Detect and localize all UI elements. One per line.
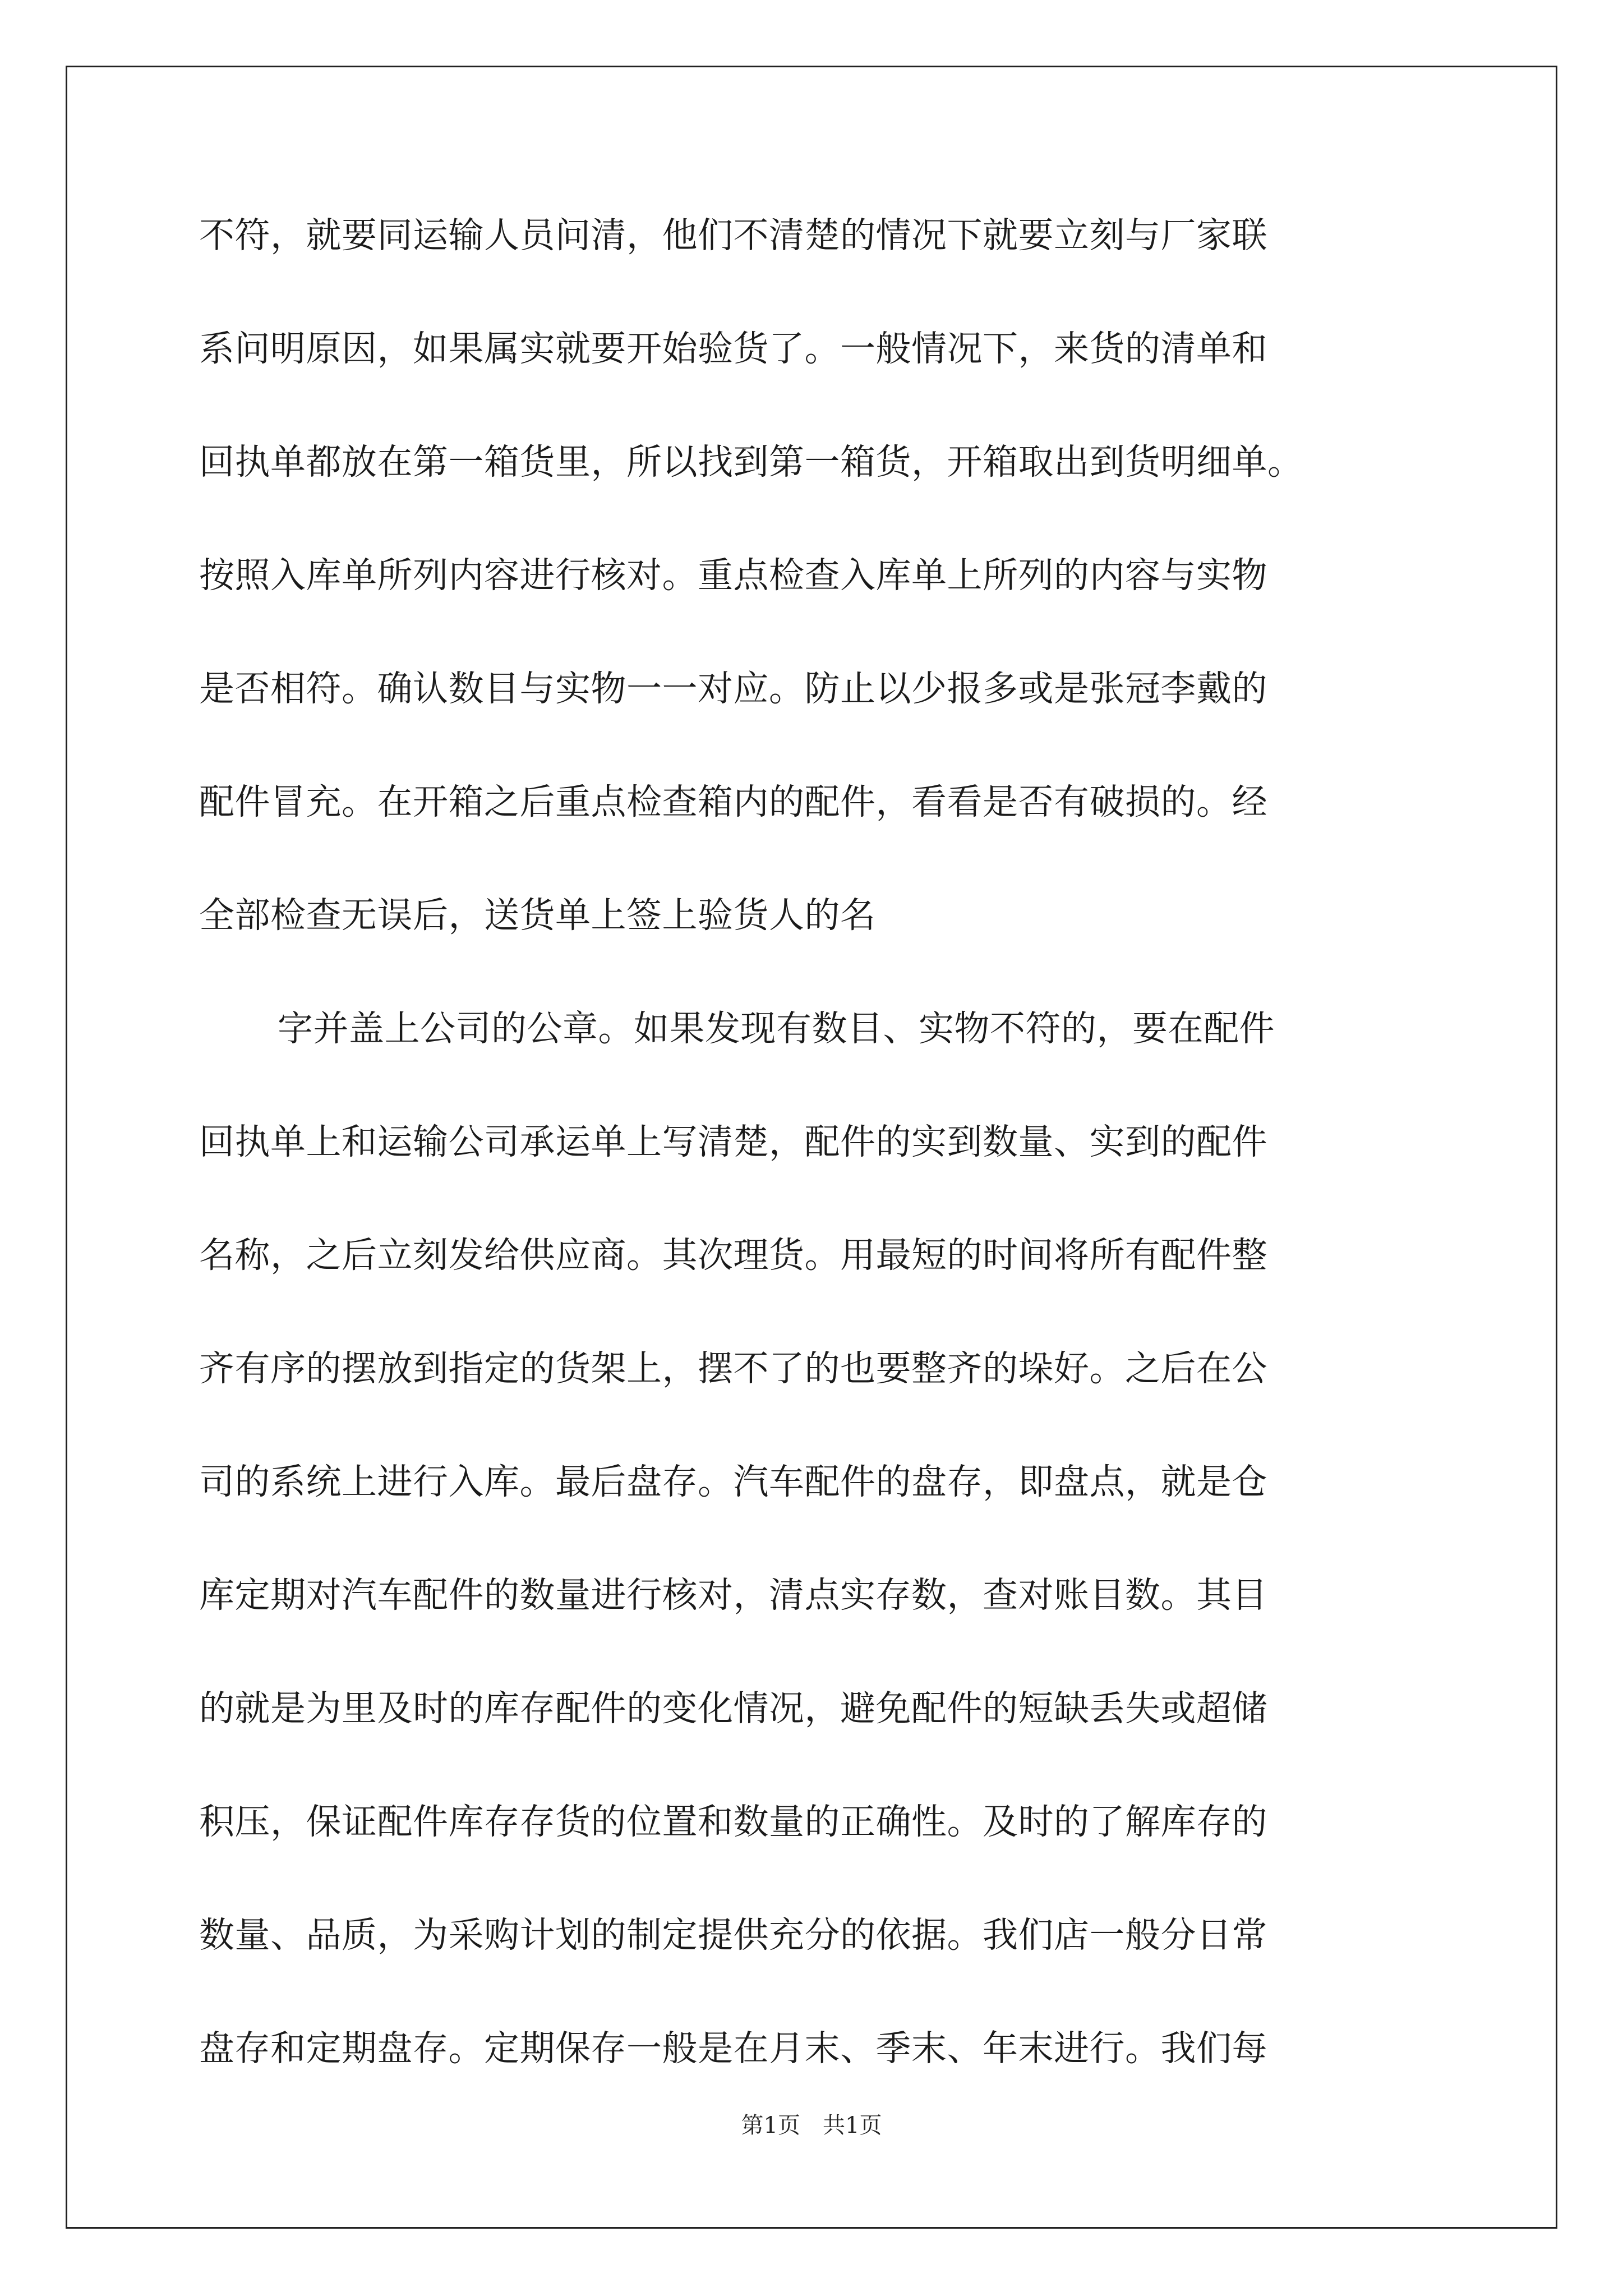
- text-line: 的就是为里及时的库存配件的变化情况，避免配件的短缺丢失或超储: [199, 1688, 1267, 1729]
- text-line: 回执单上和运输公司承运单上写清楚，配件的实到数量、实到的配件: [199, 1121, 1267, 1162]
- text-line: 配件冒充。在开箱之后重点检查箱内的配件，看看是否有破损的。经: [199, 781, 1267, 822]
- document-body: [199, 216, 1472, 2142]
- page-total: 共1页: [823, 2113, 882, 2138]
- text-line: 名称，之后立刻发给供应商。其次理货。用最短的时间将所有配件整: [199, 1235, 1267, 1276]
- text-line: 司的系统上进行入库。最后盘存。汽车配件的盘存，即盘点，就是仓: [199, 1461, 1267, 1502]
- page-number: 第1页: [741, 2113, 800, 2138]
- page-footer: [0, 2111, 1623, 2139]
- text-line: 不符，就要同运输人员问清，他们不清楚的情况下就要立刻与厂家联: [199, 215, 1267, 256]
- text-line: 积压，保证配件库存存货的位置和数量的正确性。及时的了解库存的: [199, 1801, 1267, 1842]
- text-line: 字并盖上公司的公章。如果发现有数目、实物不符的，要在配件: [278, 1008, 1275, 1049]
- text-line: 库定期对汽车配件的数量进行核对，清点实存数，查对账目数。其目: [199, 1575, 1267, 1616]
- text-line: 回执单都放在第一箱货里，所以找到第一箱货，开箱取出到货明细单。: [199, 441, 1303, 482]
- text-line: 数量、品质，为采购计划的制定提供充分的依据。我们店一般分日常: [199, 1915, 1267, 1955]
- text-line: 齐有序的摆放到指定的货架上，摆不了的也要整齐的垛好。之后在公: [199, 1348, 1267, 1389]
- text-line: 全部检查无误后，送货单上签上验货人的名: [199, 895, 876, 936]
- text-line: 是否相符。确认数目与实物一一对应。防止以少报多或是张冠李戴的: [199, 668, 1267, 709]
- text-line: 盘存和定期盘存。定期保存一般是在月末、季末、年末进行。我们每: [199, 2028, 1267, 2069]
- text-line: 按照入库单所列内容进行核对。重点检查入库单上所列的内容与实物: [199, 555, 1267, 596]
- text-line: 系问明原因，如果属实就要开始验货了。一般情况下，来货的清单和: [199, 328, 1267, 369]
